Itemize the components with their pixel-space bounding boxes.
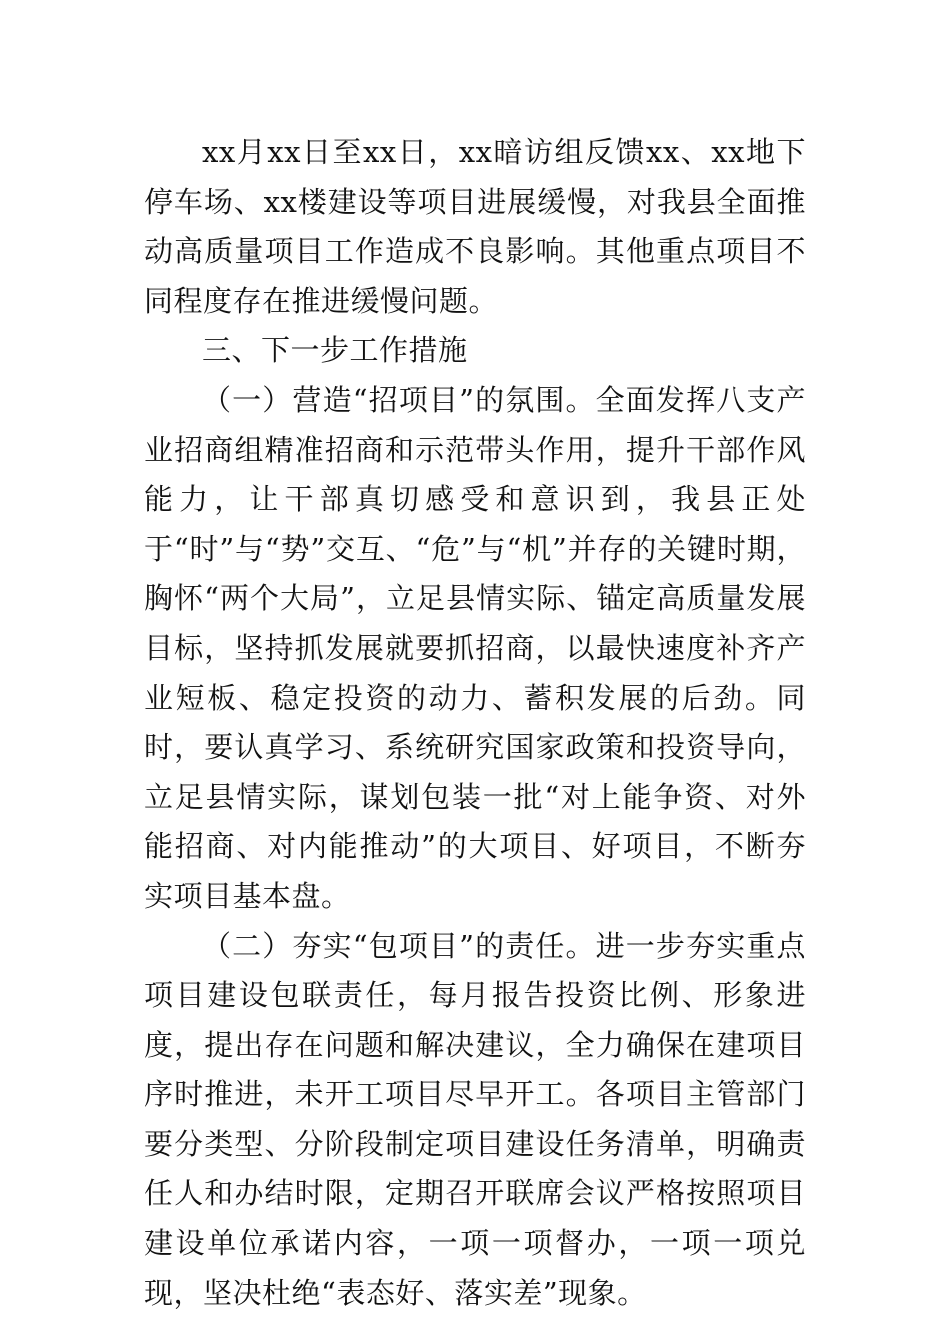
- paragraph-measure-two: （二）夯实“包项目”的责任。进一步夯实重点项目建设包联责任，每月报告投资比例、形象进度，提出存在问题和解决建议，全力确保在建项目序时推进，未开工项目尽早开工。各项目主管部门要分类型、分阶段制定项目建设任务清单，明确责任人和办结时限，定期召开联席会议严格按照项目建设单位承诺内容，一项一项督办，一项一项兑现，坚决杜绝“表态好、落实差”现象。: [144, 928, 806, 1310]
- paragraph-project-delay: xx月xx日至xx日，xx暗访组反馈xx、xx地下停车场、xx楼建设等项目进展缓慢，对我县全面推动高质量项目工作造成不良影响。其他重点项目不同程度存在推进缓慢问题。: [144, 135, 806, 318]
- paragraph-measure-one: （一）营造“招项目”的氛围。全面发挥八支产业招商组精准招商和示范带头作用，提升干部作风能力，让干部真切感受和意识到，我县正处于“时”与“势”交互、“危”与“机”并存的关键时期，胸怀“两个大局”，立足县情实际、锚定高质量发展目标，坚持抓发展就要抓招商，以最快速度补齐产业短板、稳定投资的动力、蓄积发展的后劲。同时，要认真学习、系统研究国家政策和投资导向，立足县情实际，谋划包装一批“对上能争资、对外能招商、对内能推动”的大项目、好项目，不断夯实项目基本盘。: [144, 382, 806, 913]
- section-heading-next-steps: 三、下一步工作措施: [202, 333, 468, 368]
